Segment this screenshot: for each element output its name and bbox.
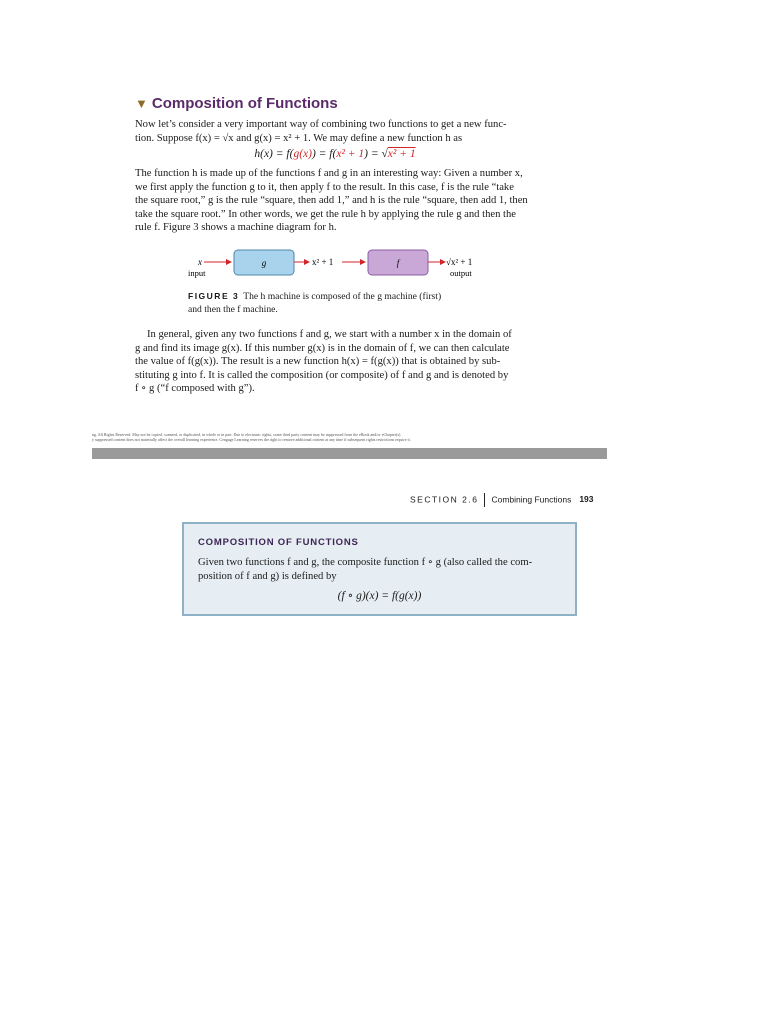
explanation-paragraph	[135, 167, 535, 235]
input-label: input	[188, 268, 206, 278]
h-formula: h(x) = f(g(x)) = f(x² + 1) = √x² + 1	[254, 148, 416, 160]
figure-caption: FIGURE 3 The h machine is composed of the g machine (first) and then the f machine.	[188, 291, 442, 315]
intro-paragraph	[135, 118, 535, 145]
middle-value: x² + 1	[312, 257, 334, 267]
page-divider-bar	[92, 448, 607, 459]
arrowhead-icon	[304, 259, 310, 265]
general-paragraph	[135, 328, 535, 396]
intro-line: Now let’s consider a very important way of combining two functions to get a new func-	[135, 119, 507, 130]
page-number: 193	[579, 494, 594, 505]
section-number: SECTION 2.6	[410, 494, 479, 505]
arrowhead-icon	[226, 259, 232, 265]
machine-g-label: g	[261, 258, 267, 268]
explanation-line: the square root,” g is the rule “square, then add 1,” and h is the rule “square, then add 1, then	[135, 195, 528, 207]
figure-label: FIGURE 3	[188, 291, 240, 301]
machine-diagram	[180, 244, 480, 284]
definition-box	[182, 522, 577, 616]
section-heading: ▼ Composition of Functions	[135, 95, 338, 112]
explanation-line: rule f. Figure 3 shows a machine diagram for h.	[135, 222, 337, 234]
copyright-fineprint: y suppressed content does not materially affect the overall learning experience. Cengage Learning reserves the right to remove additional content at any time if subsequent rights restrictions require it.	[92, 437, 411, 442]
page-header	[410, 493, 594, 507]
general-line: stituting g into f. It is called the composition (or composite) of f and g and is denoted by	[135, 369, 509, 381]
definition-equation: (f ∘ g)(x) = f(g(x))	[337, 590, 422, 602]
arrowhead-icon	[360, 259, 366, 265]
triangle-bullet-icon: ▼	[135, 96, 148, 111]
general-line: f ∘ g (“f composed with g”).	[135, 383, 255, 395]
header-divider	[484, 493, 485, 507]
output-value: √x² + 1	[446, 257, 473, 267]
input-var: x	[198, 257, 202, 267]
definition-body: Given two functions f and g, the composite function f ∘ g (also called the com- position of f and g) is defined by	[198, 557, 533, 582]
output-label: output	[450, 268, 472, 278]
section-title: Combining Functions	[491, 494, 572, 505]
explanation-line: take the square root.” In other words, we get the rule h by applying the rule g and then the	[135, 208, 516, 220]
explanation-line: The function h is made up of the functions f and g in an interesting way: Given a number x,	[135, 168, 523, 179]
explanation-line: we first apply the function g to it, then apply f to the result. In this case, f is the rule “take	[135, 181, 514, 193]
general-line: In general, given any two functions f and g, we start with a number x in the domain of	[147, 329, 512, 340]
general-line: g and find its image g(x). If this number g(x) is in the domain of f, we can then calculate	[135, 342, 510, 354]
definition-title: COMPOSITION OF FUNCTIONS	[198, 537, 359, 548]
machine-f-label: f	[396, 258, 400, 268]
copyright-fineprint: ng. All Rights Reserved. May not be copied, scanned, or duplicated, in whole or in part. Due to electronic rights, some third party content may be suppressed from the eBook and/or eChapter(s).	[92, 432, 402, 437]
intro-line: tion. Suppose f(x) = √x and g(x) = x² + 1. We may define a new function h as	[135, 132, 463, 144]
general-line: the value of f(g(x)). The result is a new function h(x) = f(g(x)) that is obtained by sub-	[135, 356, 501, 368]
